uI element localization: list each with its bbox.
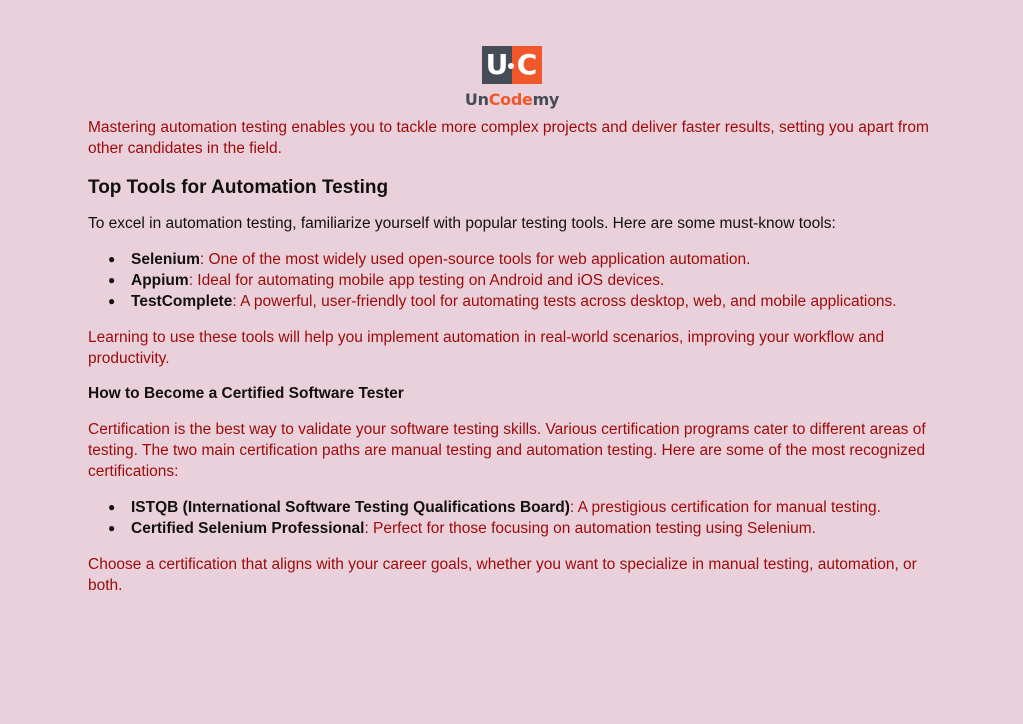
list-item [88, 497, 948, 518]
certification-description: : A prestigious certification for manual testing. [569, 499, 881, 516]
list-item [88, 270, 948, 291]
closing-paragraph: Choose a certification that aligns with your career goals, whether you want to specialize in manual testing, automation, or both. [88, 556, 917, 594]
certifications-list [88, 497, 948, 539]
logo-word-part2: Code [488, 90, 533, 109]
list-item [88, 518, 948, 539]
intro-paragraph: Mastering automation testing enables you to tackle more complex projects and deliver faster results, setting you apart from other candidates in the field. [88, 119, 929, 157]
tool-description: : Ideal for automating mobile app testing on Android and iOS devices. [188, 272, 665, 289]
logo-letter-c: C [512, 46, 542, 84]
tool-description: : One of the most widely used open-source tools for web application automation. [199, 251, 751, 268]
tool-name: Selenium [131, 251, 200, 268]
certification-description: : Perfect for those focusing on automation testing using Selenium. [364, 520, 816, 537]
article-content [88, 117, 948, 596]
logo-letter-u: U [482, 46, 512, 84]
list-item [88, 291, 948, 312]
tools-summary-paragraph: Learning to use these tools will help you implement automation in real-world scenarios, improving your workflow and productivity. [88, 329, 885, 367]
list-item [88, 249, 948, 270]
logo-wordmark [462, 90, 562, 109]
tool-name: Appium [131, 272, 189, 289]
certification-name: ISTQB (International Software Testing Qualifications Board) [131, 499, 570, 516]
certification-intro-paragraph: Certification is the best way to validate your software testing skills. Various certification programs cater to different areas of testing. The two main certification paths are manual testing and automation testing. Here are some of the most recognized certifications: [88, 421, 926, 480]
tool-description: : A powerful, user-friendly tool for automating tests across desktop, web, and mobile applications. [232, 293, 897, 310]
tool-name: TestComplete [131, 293, 233, 310]
heading-top-tools: Top Tools for Automation Testing [88, 177, 389, 198]
uncodemy-logo [462, 44, 562, 112]
logo-word-part3: my [532, 90, 560, 109]
logo-dot-icon [508, 63, 514, 69]
tools-intro-paragraph: To excel in automation testing, familiarize yourself with popular testing tools. Here are some must-know tools: [88, 215, 836, 232]
heading-certified-tester: How to Become a Certified Software Tester [88, 385, 404, 402]
tools-list [88, 249, 948, 312]
certification-name: Certified Selenium Professional [131, 520, 365, 537]
logo-word-part1: Un [464, 90, 489, 109]
